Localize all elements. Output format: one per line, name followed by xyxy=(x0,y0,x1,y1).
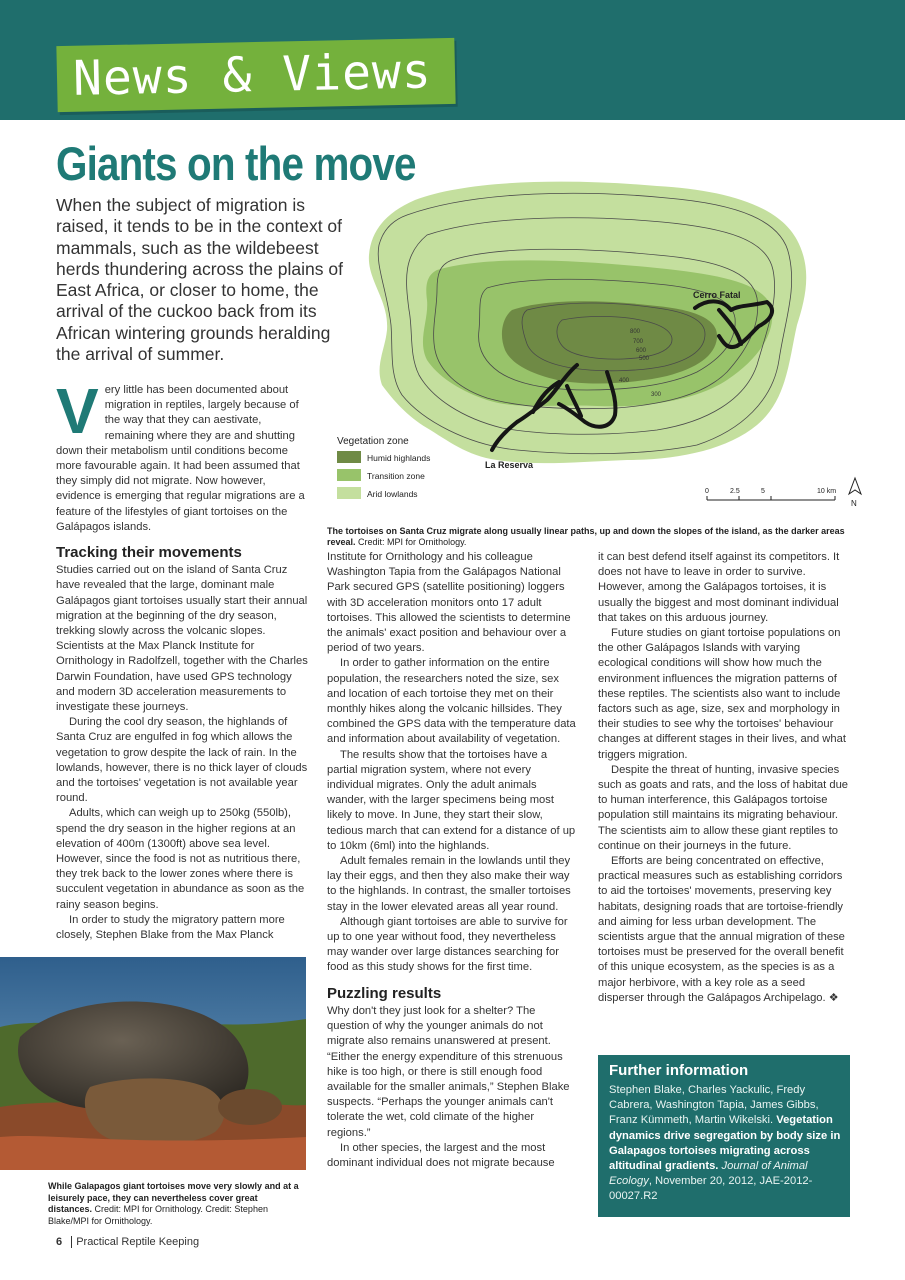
further-information-body xyxy=(609,1083,845,1205)
article-headline: Giants on the move xyxy=(56,137,416,190)
contour-label: 700 xyxy=(633,339,644,345)
contour-label: 400 xyxy=(619,378,630,384)
north-arrow-icon xyxy=(849,478,861,508)
further-information-box xyxy=(598,1055,850,1217)
page-footer xyxy=(56,1236,199,1248)
scale-bar xyxy=(705,488,836,500)
svg-text:N: N xyxy=(851,499,857,508)
page-number: 6 xyxy=(56,1236,63,1248)
section-badge-label: News & Views xyxy=(72,43,433,107)
photo-caption-credit: Credit: MPI for Ornithology. Credit: Stephen Blake/MPI for Ornithology. xyxy=(48,1204,268,1226)
legend-label-humid: Humid highlands xyxy=(367,453,431,463)
footer-separator xyxy=(71,1236,72,1248)
svg-text:0: 0 xyxy=(705,488,709,495)
body-paragraph: Why don't they just look for a shelter? The question of why the younger animals do not migrate also remains unanswered at present. “Either the energy expenditure of this strenuous hike is too high, or there is still enough food available for the smaller animals,” Stephen Blake suspects. “Perhaps the younger animals can't tolerate the wet, cold climate of the higher regions.” xyxy=(327,1004,570,1139)
reference-journal: Journal of Animal Ecology xyxy=(609,1160,808,1188)
body-paragraph: In other species, the largest and the most dominant individual does not migrate because xyxy=(327,1141,555,1169)
legend-label-transition: Transition zone xyxy=(367,471,425,481)
map-caption-text: The tortoises on Santa Cruz migrate along usually linear paths, up and down the slopes of the island, as the darker areas reveal. xyxy=(327,526,845,547)
end-mark-icon: ❖ xyxy=(828,991,839,1004)
standfirst: When the subject of migration is raised, it tends to be in the context of mammals, such as the wildebeest herds thundering across the plains of East Africa, or closer to home, the arrival of the cuckoo back from its African wintering grounds heralding the arrival of summer. xyxy=(56,195,343,365)
contour-label: 300 xyxy=(651,392,662,398)
column-2 xyxy=(327,550,577,1171)
intro-paragraph xyxy=(56,375,308,535)
tortoise-photo xyxy=(0,957,306,1170)
place-label-cerro-fatal: Cerro Fatal xyxy=(693,290,741,300)
dropcap: V xyxy=(56,375,99,447)
map-caption xyxy=(327,526,872,548)
legend-title: Vegetation zone xyxy=(337,436,409,447)
svg-text:5: 5 xyxy=(761,488,765,495)
body-paragraph: Future studies on giant tortoise populations on the other Galápagos Islands with varying ecological conditions will show how much the environment influences the migration patterns of these reptiles. The scientists also want to include factors such as age, size, sex and morphology in their studies to see why the tortoises' behaviour changes at different stages in their lives, and what triggers migration. xyxy=(598,627,846,761)
body-paragraph: Institute for Ornithology and his colleague Washington Tapia from the Galápagos National Park secured GPS (satellite positioning) loggers with 3D acceleration monitors onto 17 adult tortoises. This allowed the scientists to determine the animals' exact position and behaviour over a period of two years. xyxy=(327,551,571,655)
body-paragraph: Adults, which can weigh up to 250kg (550lb), spend the dry season in the higher regions at an elevation of 400m (1300ft) above sea level. However, since the food is not as nutritious there, they trek back to the lower zones where there is succulent vegetation in abundance as soon as the rainy season begins. xyxy=(56,807,305,911)
body-paragraph: it can best defend itself against its competitors. It does not have to leave in order to survive. However, among the Galápagos tortoises, it is usually the biggest and most dominant individual that takes on this arduous journey. xyxy=(598,551,840,624)
column-1 xyxy=(56,545,309,943)
legend-swatch-humid xyxy=(337,451,361,463)
body-paragraph: In order to study the migratory pattern more closely, Stephen Blake from the Max Planck xyxy=(56,913,285,942)
body-paragraph: During the cool dry season, the highlands of Santa Cruz are engulfed in fog which allows the vegetation to grow despite the lack of rain. In the lowlands, however, there is no thick layer of clouds and the tortoises' vegetation is not available year round. xyxy=(56,716,308,805)
reference-authors: Stephen Blake, Charles Yackulic, Fredy Cabrera, Washington Tapia, James Gibbs, Franz Kümmeth, Martin Wikelski. xyxy=(609,1084,819,1127)
map-caption-credit: Credit: MPI for Ornithology. xyxy=(358,537,467,547)
banner-dotted-edge xyxy=(0,117,905,120)
legend-swatch-transition xyxy=(337,469,361,481)
reference-date: , November 20, 2012, JAE-2012-00027.R2 xyxy=(609,1175,813,1203)
magazine-name: Practical Reptile Keeping xyxy=(76,1236,200,1248)
legend-swatch-arid xyxy=(337,487,361,499)
photo-caption-text: While Galapagos giant tortoises move very slowly and at a leisurely pace, they can nevertheless cover great distances. xyxy=(48,1181,299,1214)
body-paragraph: Studies carried out on the island of Santa Cruz have revealed that the large, dominant male Galápagos giant tortoises usually start their annual migration at the beginning of the dry season, trekking slowly across the volcanic slopes. Scientists at the Max Planck Institute for Ornithology in Radolfzell, together with the Charles Darwin Foundation, have used GPS technology and modern 3D acceleration measurements to investigate these journeys. xyxy=(56,564,308,714)
intro-text: ery little has been documented about migration in reptiles, largely because of the way that they can aestivate, remaining where they are and shutting down their metabolism until conditions become more favourable again. It had been assumed that they simply did not migrate. Now however, evidence is emerging that regular migrations are a feature of the lifestyles of giant tortoises on the Galápagos islands. xyxy=(56,384,305,533)
column-3 xyxy=(598,550,850,1006)
photo-caption xyxy=(48,1181,303,1227)
contour-label: 500 xyxy=(639,356,650,362)
body-paragraph: Despite the threat of hunting, invasive species such as goats and rats, and the loss of habitat due to human interference, this Galápagos tortoise population still maintains its migrating behaviour. The scientists aim to allow these giant reptiles to continue on their journeys in the future. xyxy=(598,763,849,852)
svg-text:10 km: 10 km xyxy=(817,488,837,495)
subheading-tracking: Tracking their movements xyxy=(56,544,242,561)
contour-label: 800 xyxy=(630,329,641,335)
body-paragraph: Although giant tortoises are able to survive for up to one year without food, they nevertheless may wander over large distances searching for food as this study shows for the first time. xyxy=(327,915,568,974)
svg-text:2.5: 2.5 xyxy=(730,488,740,495)
body-paragraph: In order to gather information on the entire population, the researchers noted the size, sex and location of each tortoise they met on their monthly hikes along the volcanic hillsides. They combined the GPS data with the temperature data and information about availability of vegetation. xyxy=(327,657,576,746)
section-badge xyxy=(56,38,455,112)
body-paragraph: Adult females remain in the lowlands until they lay their eggs, and then they also make their way to the highlands. In contrast, the smaller tortoises stay in the lower elevated areas all year round. xyxy=(327,855,571,913)
reference-title: Vegetation dynamics drive segregation by body size in Galapagos tortoises migrating across altitudinal gradients. xyxy=(609,1114,841,1173)
subheading-puzzling: Puzzling results xyxy=(327,984,442,1002)
vegetation-map xyxy=(327,160,867,518)
legend-label-arid: Arid lowlands xyxy=(367,489,418,499)
body-paragraph xyxy=(598,854,850,1006)
place-label-la-reserva: La Reserva xyxy=(485,460,534,470)
contour-label: 600 xyxy=(636,348,647,354)
body-paragraph: The results show that the tortoises have a partial migration system, where not every individual migrates. Only the adult animals wander, with the larger specimens being most likely to move. In June, they start their slow, tedious march that can extend for a distance of up to 10km (6ml) into the highlands. xyxy=(327,748,576,852)
further-information-heading: Further information xyxy=(609,1062,749,1079)
body-paragraph-text: Efforts are being concentrated on effective, practical measures such as establishing corridors to aid the tortoises' movements, preserving key habitats, designing roads that are tortoise-friendly and aiming for less urban development. The scientists argue that the annual migration of these tortoises must be preserved for the overall benefit of this unique ecosystem, as the species is as a major herbivore, with a key role as a seed disperser through the Galápagos Archipelago. xyxy=(598,855,845,1004)
